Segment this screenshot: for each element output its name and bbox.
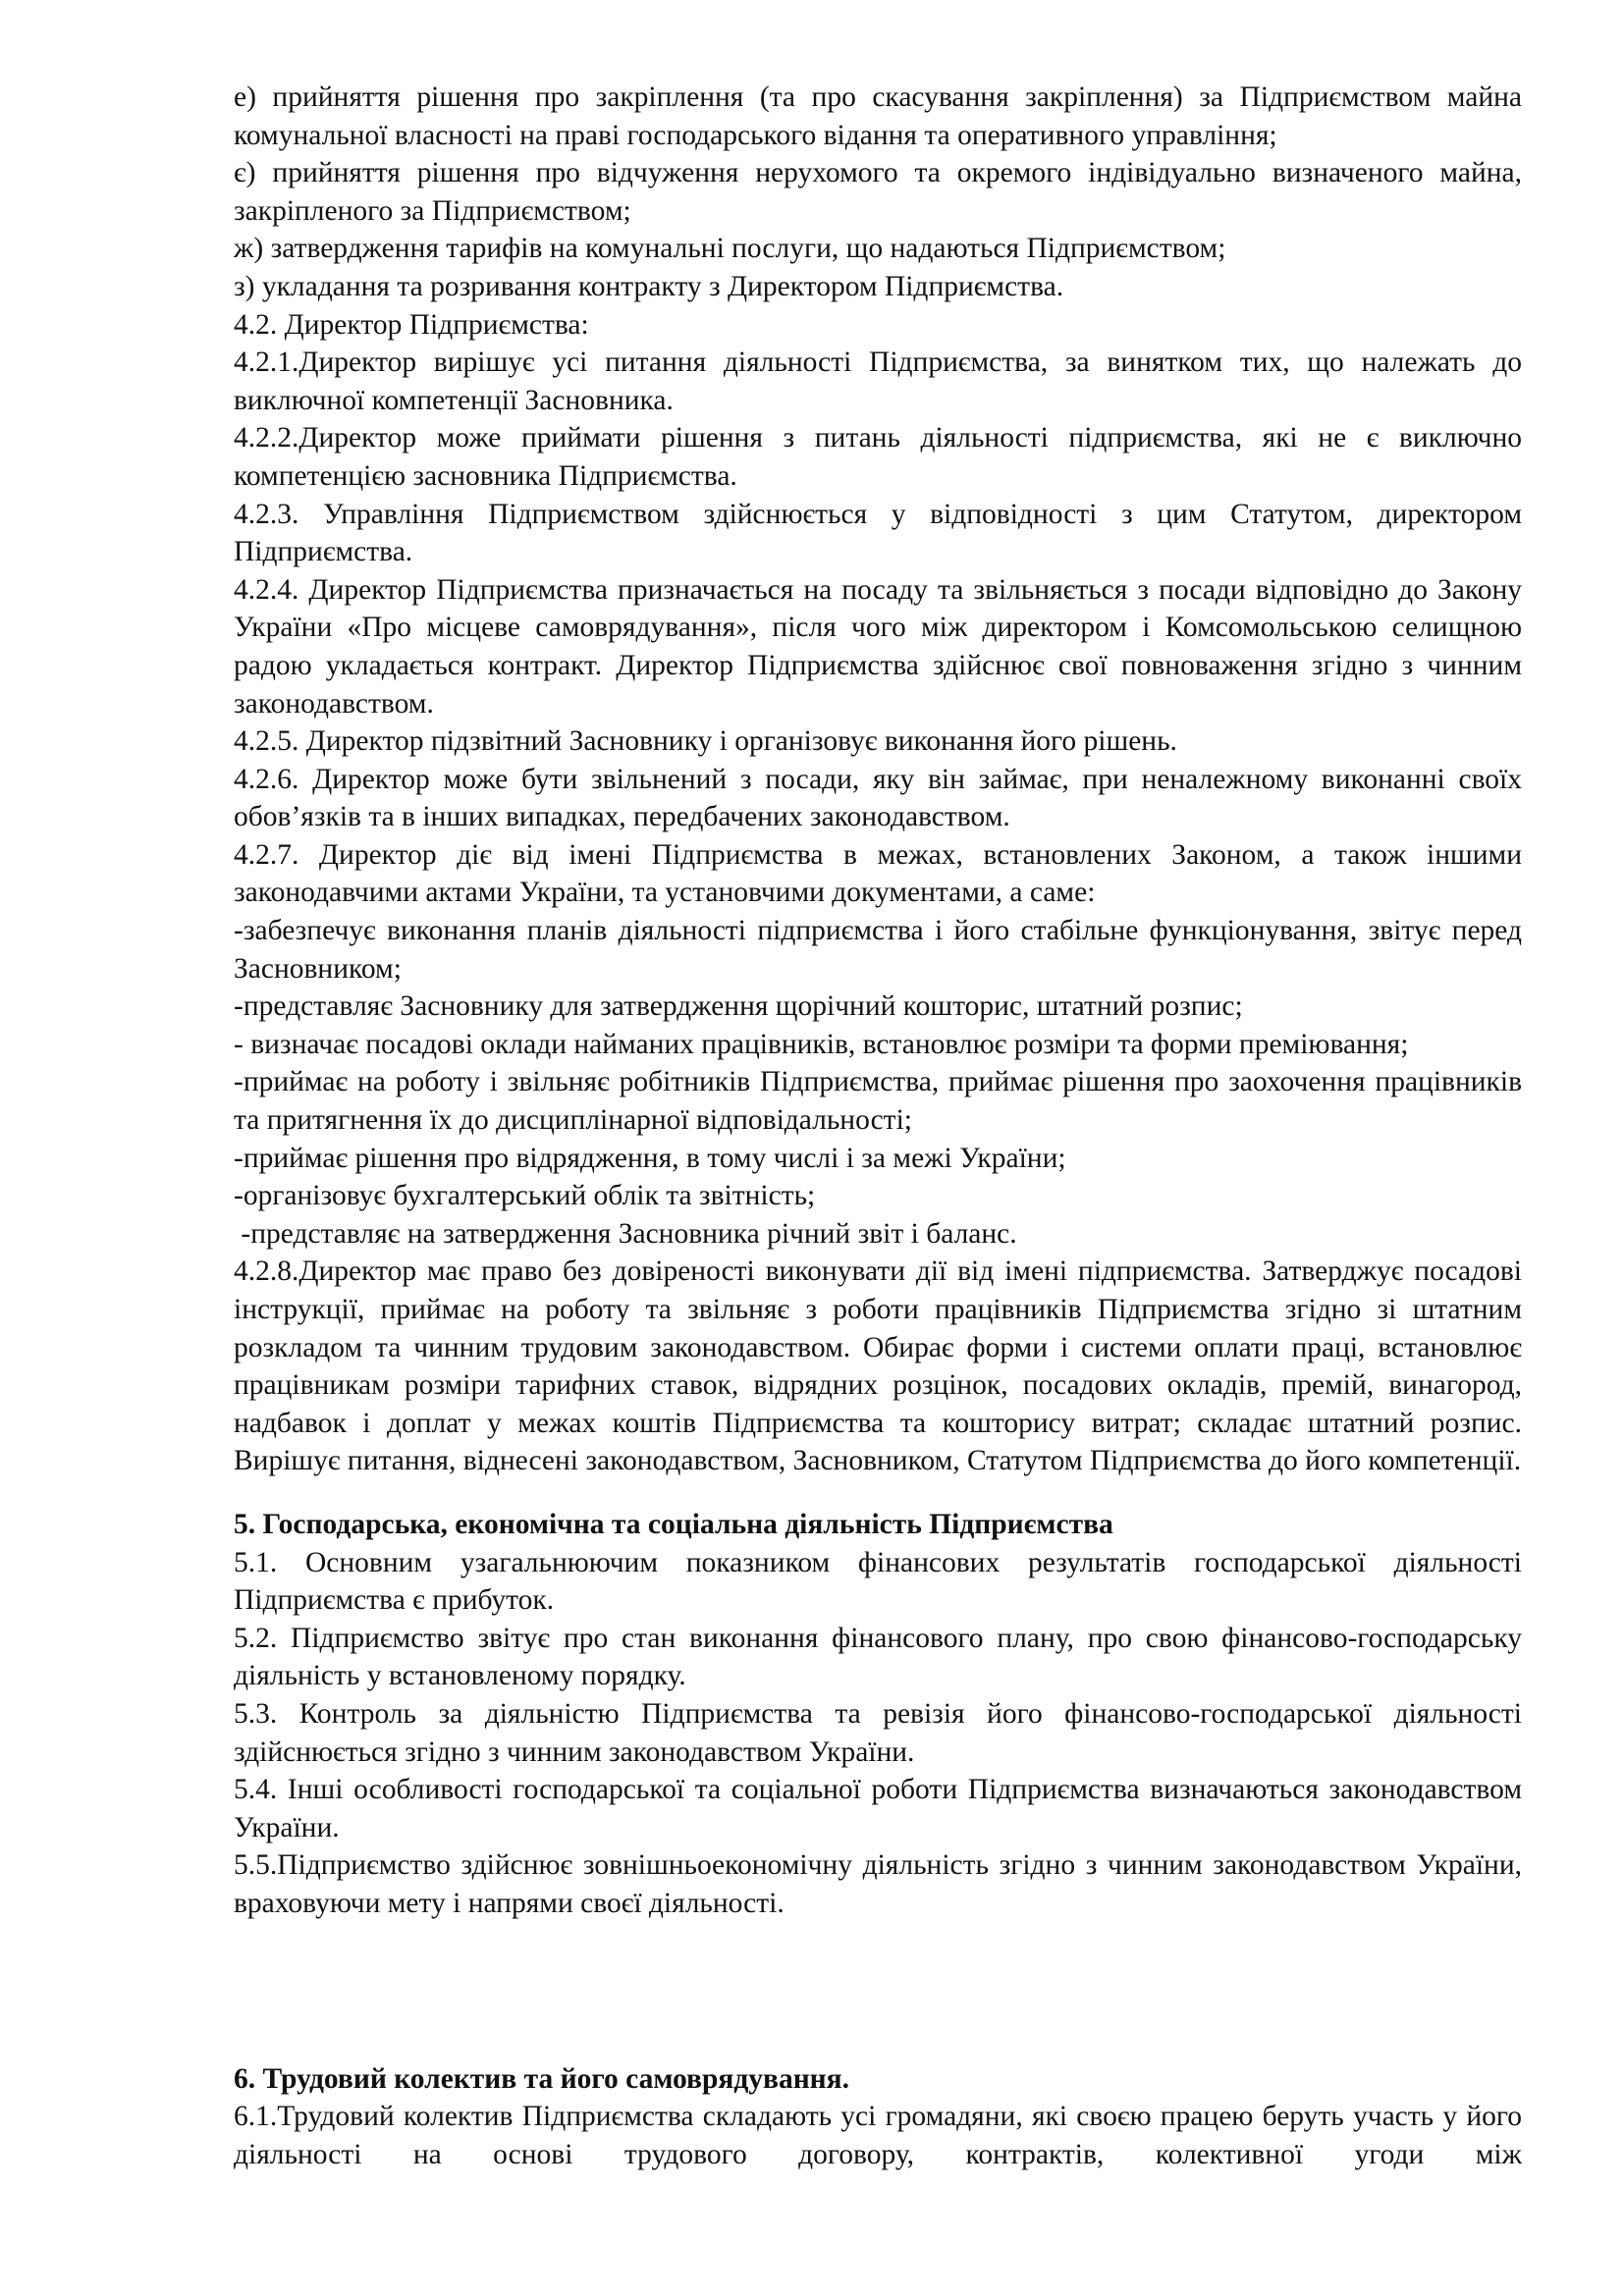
clause-4-2-1: 4.2.1.Директор вирішує усі питання діяльності Підприємства, за винятком тих, що належать до виключної компетенції Засновника. xyxy=(234,347,1522,416)
item-zh: ж) затвердження тарифів на комунальні послуги, що надаються Підприємством; xyxy=(234,233,1226,265)
clause-4-2-5: 4.2.5. Директор підзвітний Засновнику і організовує виконання його рішень. xyxy=(234,725,1177,758)
item-z: з) укладання та розривання контракту з Директором Підприємства. xyxy=(234,270,1064,302)
clause-6-1: 6.1.Трудовий колектив Підприємства складають усі громадяни, які своєю працею беруть участь у його діяльності на основі трудового договору, контрактів, колективної угоди між xyxy=(234,2101,1522,2170)
clause-4-2-4: 4.2.4. Директор Підприємства призначається на посаду та звільняється з посади відповідно до Закону України «Про місцеве самоврядування», після чого між директором і Комсомольською селищною радою укладається контракт. Директор Підприємства здійснює свої повноваження згідно з чинним законодавством. xyxy=(234,573,1522,720)
spacer xyxy=(234,1923,1522,2060)
duty-item: -представляє Засновнику для затвердження щорічний кошторис, штатний розпис; xyxy=(234,990,1243,1023)
duty-item: - визначає посадові оклади найманих працівників, встановлює розміри та форми преміювання; xyxy=(234,1028,1409,1060)
duty-item: -приймає рішення про відрядження, в тому числі і за межі України; xyxy=(234,1142,1066,1174)
section-6 xyxy=(234,2060,1522,2174)
item-ye: є) прийняття рішення про відчуження нерухомого та окремого індівідуально визначеного майна, закріпленого за Підприємством; xyxy=(234,157,1522,227)
clause-5-2: 5.2. Підприємство звітує про стан виконання фінансового плану, про свою фінансово-господарську діяльність у встановленому порядку. xyxy=(234,1622,1522,1692)
duty-item: -організовує бухгалтерський облік та звітність; xyxy=(234,1180,816,1212)
document-page xyxy=(234,79,1522,2173)
clause-4-2: 4.2. Директор Підприємства: xyxy=(234,308,589,341)
section-5-heading: 5. Господарська, економічна та соціальна діяльність Підприємства xyxy=(234,1508,1113,1540)
clause-4-2-2: 4.2.2.Директор може приймати рішення з питань діяльності підприємства, які не є виключно компетенцією засновника Підприємства. xyxy=(234,422,1522,492)
clause-5-1: 5.1. Основним узагальнюючим показником фінансових результатів господарської діяльності Підприємства є прибуток. xyxy=(234,1546,1522,1617)
duty-item: -представляє на затвердження Засновника річний звіт і баланс. xyxy=(234,1217,1017,1250)
clause-4-2-8: 4.2.8.Директор має право без довіреності виконувати дії від імені підприємства. Затверджує посадові інструкції, приймає на роботу та звільняє з роботи працівників Підприємства згідно зі штатним розкладом та чинним трудовим законодавством. Обирає форми і системи оплати праці, встановлює працівникам розміри тарифних ставок, відрядних розцінок, посадових окладів, премій, винагород, надбавок і доплат у межах коштів Підприємства та кошторису витрат; складає штатний розпис. Вирішує питання, віднесені законодавством, Засновником, Статутом Підприємства до його компетенції. xyxy=(234,1255,1522,1477)
clause-5-3: 5.3. Контроль за діяльністю Підприємства та ревізія його фінансово-господарської діяльності здійснюється згідно з чинним законодавством України. xyxy=(234,1697,1522,1768)
duty-item: -забезпечує виконання планів діяльності підприємства і його стабільне функціонування, звітує перед Засновником; xyxy=(234,915,1522,985)
section-6-heading: 6. Трудовий колектив та його самоврядування. xyxy=(234,2062,850,2095)
clause-5-4: 5.4. Інші особливості господарської та соціальної роботи Підприємства визначаються законодавством України. xyxy=(234,1774,1522,1843)
section-5 xyxy=(234,1506,1522,1923)
clause-4-2-3: 4.2.3. Управління Підприємством здійснюється у відповідності з цим Статутом, директором Підприємства. xyxy=(234,498,1522,568)
clause-4-2-7: 4.2.7. Директор діє від імені Підприємства в межах, встановлених Законом, а також іншими законодавчими актами України, та установчими документами, а саме: xyxy=(234,838,1522,909)
spacer xyxy=(234,1480,1522,1506)
section-4-continuation xyxy=(234,79,1522,1480)
clause-4-2-6: 4.2.6. Директор може бути звільнений з посади, яку він займає, при неналежному виконанні своїх обов’язків та в інших випадках, передбачених законодавством. xyxy=(234,763,1522,833)
clause-5-5: 5.5.Підприємство здійснює зовнішньоекономічну діяльність згідно з чинним законодавством України, враховуючи мету і напрями своєї діяльності. xyxy=(234,1849,1522,1919)
duty-item: -приймає на роботу і звільняє робітників Підприємства, приймає рішення про заохочення працівників та притягнення їх до дисциплінарної відповідальності; xyxy=(234,1066,1522,1137)
item-e: е) прийняття рішення про закріплення (та про скасування закріплення) за Підприємством майна комунальної власності на праві господарського відання та оперативного управління; xyxy=(234,81,1522,151)
